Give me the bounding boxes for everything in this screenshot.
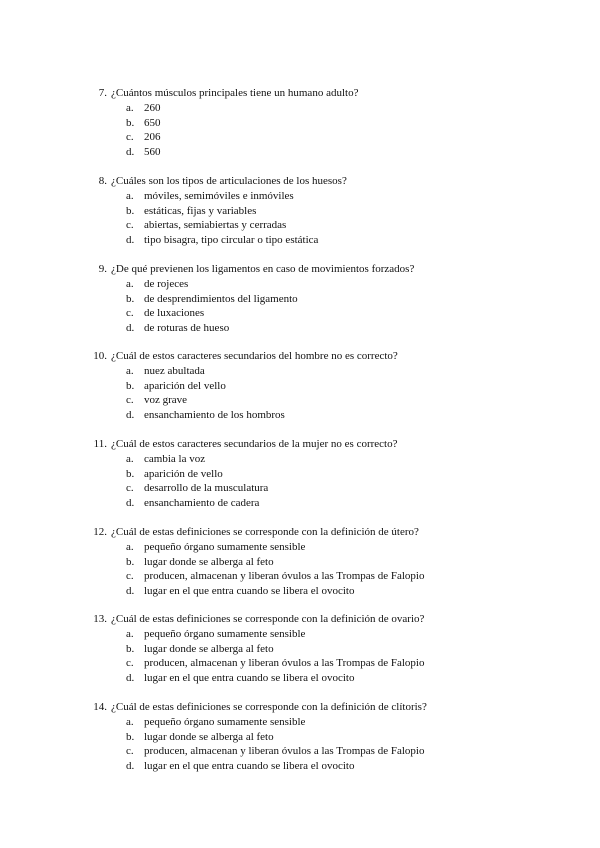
question-number: 10. (93, 350, 107, 362)
option-text: lugar en el que entra cuando se libera el ovocito (144, 585, 355, 598)
option-b (88, 642, 568, 657)
option-text: móviles, semimóviles e inmóviles (144, 190, 294, 202)
option-letter: c. (126, 482, 134, 495)
option-text: voz grave (144, 394, 188, 407)
option-b (88, 116, 568, 131)
option-list (88, 364, 568, 423)
option-letter: d. (126, 760, 135, 773)
option-text: abiertas, semiabiertas y cerradas (144, 219, 287, 232)
question-7 (88, 86, 568, 160)
option-letter: a. (126, 541, 134, 553)
option-text: pequeño órgano sumamente sensible (144, 716, 306, 728)
option-text: 260 (144, 102, 161, 114)
option-b (88, 204, 568, 219)
option-d (88, 496, 568, 511)
option-letter: d. (126, 409, 135, 422)
option-list (88, 101, 568, 160)
option-letter: d. (126, 234, 135, 247)
question-stem (88, 700, 568, 715)
question-number: 14. (93, 701, 107, 713)
option-c (88, 569, 568, 584)
option-text: de luxaciones (144, 307, 205, 320)
option-d (88, 584, 568, 599)
option-a (88, 540, 568, 555)
option-text: producen, almacenan y liberan óvulos a las Trompas de Falopio (144, 657, 425, 670)
option-letter: b. (126, 379, 135, 392)
option-letter: d. (126, 585, 135, 598)
question-stem (88, 262, 568, 277)
question-13 (88, 612, 568, 686)
option-list (88, 715, 568, 774)
option-a (88, 715, 568, 730)
question-text: ¿Cuántos músculos principales tiene un humano adulto? (111, 87, 359, 99)
question-stem (88, 525, 568, 540)
option-b (88, 467, 568, 482)
option-letter: a. (126, 628, 134, 640)
option-text: ensanchamiento de cadera (144, 497, 260, 510)
option-letter: a. (126, 365, 134, 377)
option-text: 650 (144, 116, 161, 129)
option-letter: c. (126, 131, 134, 144)
question-stem (88, 174, 568, 189)
option-text: desarrollo de la musculatura (144, 482, 269, 495)
option-letter: c. (126, 570, 134, 583)
question-text: ¿De qué previenen los ligamentos en caso de movimientos forzados? (111, 263, 415, 275)
question-10 (88, 349, 568, 423)
option-letter: c. (126, 307, 134, 320)
option-b (88, 379, 568, 394)
question-stem (88, 349, 568, 364)
option-text: cambia la voz (144, 453, 206, 465)
option-a (88, 101, 568, 116)
option-d (88, 321, 568, 336)
option-letter: d. (126, 672, 135, 685)
option-a (88, 627, 568, 642)
option-letter: c. (126, 394, 134, 407)
option-text: lugar en el que entra cuando se libera el ovocito (144, 672, 355, 685)
option-letter: a. (126, 716, 134, 728)
option-text: lugar donde se alberga al feto (144, 642, 274, 655)
option-d (88, 408, 568, 423)
question-9 (88, 262, 568, 336)
option-text: 206 (144, 131, 161, 144)
question-number: 9. (98, 263, 107, 275)
option-list (88, 277, 568, 336)
question-number: 12. (93, 526, 107, 538)
option-text: aparición del vello (144, 379, 226, 392)
option-c (88, 744, 568, 759)
option-b (88, 292, 568, 307)
question-text: ¿Cuál de estas definiciones se corresponde con la definición de ovario? (111, 613, 425, 625)
question-stem (88, 612, 568, 627)
question-8 (88, 174, 568, 248)
option-text: pequeño órgano sumamente sensible (144, 541, 306, 553)
option-text: 560 (144, 146, 161, 159)
question-text: ¿Cuál de estas definiciones se corresponde con la definición de clítoris? (111, 701, 427, 713)
option-letter: a. (126, 278, 134, 290)
option-list (88, 452, 568, 511)
option-letter: d. (126, 497, 135, 510)
question-11 (88, 437, 568, 511)
option-text: pequeño órgano sumamente sensible (144, 628, 306, 640)
option-b (88, 730, 568, 745)
option-c (88, 130, 568, 145)
option-a (88, 277, 568, 292)
question-number: 11. (93, 438, 107, 450)
option-letter: b. (126, 204, 135, 217)
option-letter: c. (126, 657, 134, 670)
question-number: 13. (93, 613, 107, 625)
option-text: ensanchamiento de los hombros (144, 409, 285, 422)
option-letter: d. (126, 322, 135, 335)
option-letter: d. (126, 146, 135, 159)
question-text: ¿Cuál de estos caracteres secundarios de la mujer no es correcto? (111, 438, 398, 450)
option-letter: b. (126, 292, 135, 305)
option-d (88, 145, 568, 160)
option-letter: c. (126, 219, 134, 232)
option-text: de rojeces (144, 278, 189, 290)
option-d (88, 759, 568, 774)
option-c (88, 393, 568, 408)
option-letter: b. (126, 555, 135, 568)
option-a (88, 189, 568, 204)
option-b (88, 555, 568, 570)
question-number: 7. (98, 87, 107, 99)
option-letter: a. (126, 453, 134, 465)
option-letter: b. (126, 467, 135, 480)
option-a (88, 452, 568, 467)
question-stem (88, 86, 568, 101)
option-list (88, 540, 568, 599)
option-text: producen, almacenan y liberan óvulos a las Trompas de Falopio (144, 745, 425, 758)
option-c (88, 306, 568, 321)
option-letter: b. (126, 730, 135, 743)
option-text: estáticas, fijas y variables (144, 204, 257, 217)
question-text: ¿Cuál de estos caracteres secundarios del hombre no es correcto? (111, 350, 398, 362)
option-c (88, 481, 568, 496)
option-text: lugar en el que entra cuando se libera el ovocito (144, 760, 355, 773)
option-letter: c. (126, 745, 134, 758)
question-number: 8. (98, 175, 107, 187)
option-text: producen, almacenan y liberan óvulos a las Trompas de Falopio (144, 570, 425, 583)
question-text: ¿Cuáles son los tipos de articulaciones de los huesos? (111, 175, 347, 187)
option-text: tipo bisagra, tipo circular o tipo estática (144, 234, 319, 247)
question-stem (88, 437, 568, 452)
option-letter: a. (126, 102, 134, 114)
option-text: lugar donde se alberga al feto (144, 555, 274, 568)
option-d (88, 233, 568, 248)
option-letter: b. (126, 642, 135, 655)
option-text: de desprendimientos del ligamento (144, 292, 298, 305)
option-c (88, 656, 568, 671)
option-list (88, 189, 568, 248)
option-text: de roturas de hueso (144, 322, 230, 335)
option-text: nuez abultada (144, 365, 205, 377)
option-a (88, 364, 568, 379)
option-letter: a. (126, 190, 134, 202)
option-text: aparición de vello (144, 467, 223, 480)
question-12 (88, 525, 568, 599)
option-c (88, 218, 568, 233)
option-list (88, 627, 568, 686)
question-text: ¿Cuál de estas definiciones se corresponde con la definición de útero? (111, 526, 419, 538)
option-text: lugar donde se alberga al feto (144, 730, 274, 743)
question-14 (88, 700, 568, 774)
option-letter: b. (126, 116, 135, 129)
option-d (88, 671, 568, 686)
